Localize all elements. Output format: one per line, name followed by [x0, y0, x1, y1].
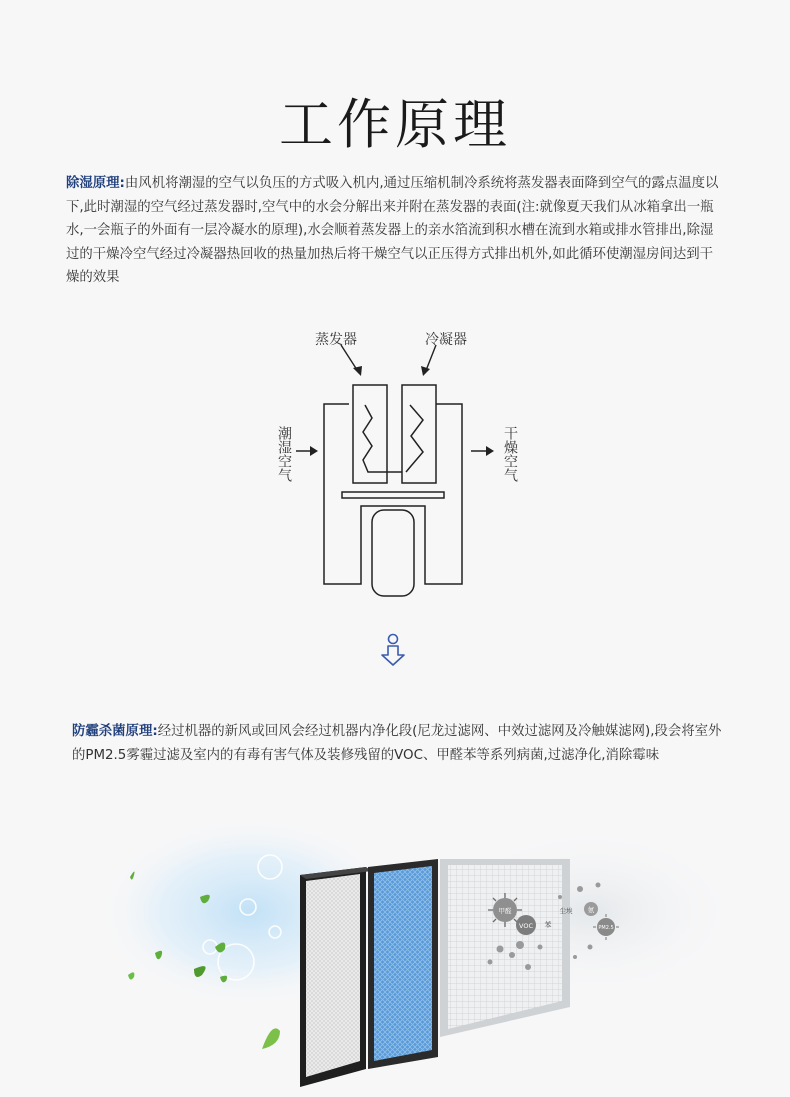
humid-arrowhead — [310, 446, 318, 456]
page-title: 工作原理 — [279, 93, 511, 156]
purify-paragraph — [72, 720, 722, 767]
condenser-box — [402, 385, 436, 483]
evaporator-coil — [363, 405, 402, 472]
ammonia-particle — [584, 902, 598, 916]
svg-text:苯: 苯 — [544, 921, 552, 929]
evaporator-label: 蒸发器 — [315, 332, 357, 348]
evaporator-box — [353, 385, 387, 483]
catalyst-filter — [440, 859, 570, 1037]
svg-text:VOC: VOC — [519, 922, 533, 930]
compressor — [372, 510, 414, 596]
purify-lead: 防霾杀菌原理: — [72, 724, 158, 739]
housing-outline — [324, 404, 462, 584]
svg-text:氨: 氨 — [587, 906, 595, 914]
voc-particle — [516, 915, 536, 935]
dehumidify-text: 由风机将潮湿的空气以负压的方式吸入机内,通过压缩机制冷系统将蒸发器表面降到空气的露点温度以下,此时潮湿的空气经过蒸发器时,空气中的水会分解出来并附在蒸发器的表面(注:就像夏天我们从冰箱拿出一瓶水,一会瓶子的外面有一层冷凝水的原理),水会顺着蒸发器上的亲水箔流到积水槽在流到水箱或排水管排出,除湿过的干燥冷空气经过冷凝器热回收的热量加热后将干燥空气以正压得方式排出机外,如此循环使潮湿房间达到干燥的效果 — [66, 176, 719, 286]
dry-air-label: 干燥空气 — [502, 426, 518, 482]
down-arrow-icon — [378, 632, 408, 668]
filter-illustration — [0, 797, 790, 1097]
nylon-filter — [300, 867, 372, 1087]
humid-air-label: 潮湿空气 — [276, 426, 292, 482]
drip-tray — [342, 492, 444, 498]
condenser-coil — [406, 405, 423, 472]
dry-arrowhead — [486, 446, 494, 456]
svg-text:甲醛: 甲醛 — [498, 907, 512, 915]
dehumidify-lead: 除湿原理: — [66, 176, 125, 191]
purify-text: 经过机器的新风或回风会经过机器内净化段(尼龙过滤网、中效过滤网及冷触媒滤网),段会将室外的PM2.5雾霾过滤及室内的有毒有害气体及装修残留的VOC、甲醛苯等系列病菌,过滤净化,消除霉味 — [72, 724, 722, 763]
svg-text:PM2.5: PM2.5 — [598, 925, 614, 931]
svg-text:尘埃: 尘埃 — [559, 907, 573, 915]
dehumidify-paragraph — [66, 172, 726, 290]
evaporator-arrowhead — [353, 366, 362, 376]
condenser-arrowhead — [421, 366, 430, 376]
benzene-particle — [545, 920, 552, 929]
medium-filter — [368, 859, 438, 1069]
condenser-label: 冷凝器 — [425, 332, 467, 348]
dust-particle — [560, 906, 574, 915]
